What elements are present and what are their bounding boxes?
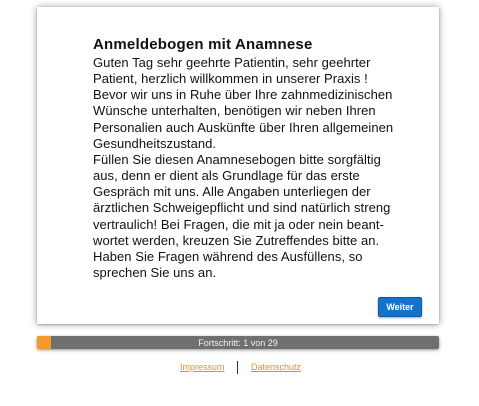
intro-line: Guten Tag sehr geehrte Patientin, sehr geehrter xyxy=(93,55,371,70)
footer xyxy=(0,360,479,376)
intro-line: Patient, herzlich willkommen in unserer Praxis ! xyxy=(93,71,368,87)
intro-line: wortet werden, kreuzen Sie Zutreffendes bitte an. xyxy=(93,232,380,248)
intro-line: Gesundheitszustand. xyxy=(93,135,217,151)
imprint-link[interactable]: Impressum xyxy=(180,362,225,372)
intro-line: Füllen Sie diesen Anamnesebogen bitte sorgfältig xyxy=(93,151,381,167)
progress-bar xyxy=(37,336,439,349)
intro-line: Gespräch mit uns. Alle Angaben unterliegen der xyxy=(93,184,371,200)
intro-text xyxy=(93,55,393,281)
intro-content xyxy=(93,36,393,281)
intro-line: Wünsche unterhalten, benötigen wir neben Ihren xyxy=(93,103,376,119)
intro-line: Personalien auch Auskünfte über Ihren allgemeinen xyxy=(93,119,394,135)
next-button[interactable]: Weiter xyxy=(378,297,422,317)
intro-line: Haben Sie Fragen während des Ausfüllens, so xyxy=(93,248,363,264)
privacy-link[interactable]: Datenschutz xyxy=(251,362,302,372)
intro-line: Bevor wir uns in Ruhe über Ihre zahnmedizinischen xyxy=(93,87,393,103)
intro-line: vertraulich! Bei Fragen, die mit ja oder nein beant- xyxy=(93,216,384,232)
intro-line: ärztlichen Schweigepflicht und sind natürlich streng xyxy=(93,200,391,216)
footer-divider xyxy=(237,361,238,374)
progress-label: Fortschritt: 1 von 29 xyxy=(198,337,278,348)
page-title: Anmeldebogen mit Anamnese xyxy=(93,36,313,53)
intro-card xyxy=(37,7,439,324)
intro-line: sprechen Sie uns an. xyxy=(93,265,217,281)
intro-line: aus, denn er dient als Grundlage für das erste xyxy=(93,168,360,184)
